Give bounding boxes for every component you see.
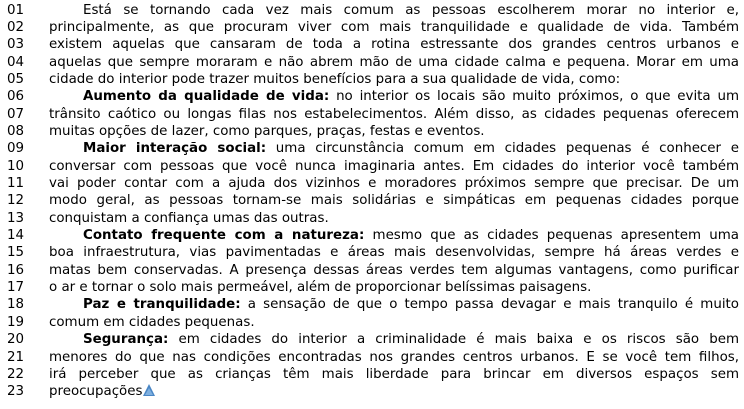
line-number: 10 [7, 158, 25, 174]
section-heading: Segurança: [83, 332, 169, 348]
line-text [49, 210, 739, 227]
text-line [0, 262, 744, 279]
text-line [0, 140, 744, 157]
line-number: 15 [7, 245, 25, 261]
line-body: no interior os locais são muito próximos, o que evita um [329, 89, 739, 105]
line-text [49, 158, 739, 175]
line-body: mesmo que as cidades pequenas apresentem uma [364, 228, 739, 244]
text-line [0, 175, 744, 192]
line-body: em cidades do interior a criminalidade é mais baixa e os riscos são bem [168, 332, 739, 348]
line-number: 22 [7, 366, 25, 382]
line-body: Está se tornando cada vez mais comum as pessoas escolherem morar no interior e, [83, 2, 739, 18]
text-line [0, 227, 744, 244]
line-body: muitas opções de lazer, como parques, praças, festas e eventos. [49, 123, 485, 139]
text-line [0, 331, 744, 348]
section-heading: Contato frequente com a natureza: [83, 228, 365, 244]
line-text [49, 19, 739, 36]
line-body: modo geral, as pessoas tornam-se mais solidárias e simpáticas em pequenas cidades porque [49, 193, 739, 209]
line-body: irá perceber que as crianças têm mais liberdade para brincar em diversos espaços sem [49, 366, 739, 382]
text-line [0, 349, 744, 366]
text-line [0, 123, 744, 140]
line-text [83, 296, 739, 313]
text-line [0, 158, 744, 175]
line-body: cidade do interior pode trazer muitos benefícios para a sua qualidade de vida, como: [49, 71, 621, 87]
line-body: conquistam a confiança umas das outras. [49, 210, 329, 226]
line-number: 06 [7, 89, 25, 105]
line-body: matas bem conservadas. A presença dessas áreas verdes tem algumas vantagens, como purificar [49, 262, 739, 278]
line-text [49, 349, 739, 366]
line-number: 11 [7, 176, 25, 191]
line-number: 20 [7, 332, 25, 348]
triangle-cursor-icon [143, 384, 155, 396]
text-line [0, 192, 744, 209]
line-text [49, 314, 739, 331]
line-number: 08 [7, 123, 25, 139]
line-text [49, 175, 739, 192]
line-number: 19 [7, 314, 25, 330]
section-heading: Paz e tranquilidade: [83, 297, 241, 313]
text-line [0, 54, 744, 71]
line-body: a sensação de que o tempo passa devagar e mais tranquilo é muito [240, 297, 739, 313]
line-body: principalmente, as que procuram viver com mais tranquilidade e qualidade de vida. Também [49, 19, 739, 35]
line-number: 14 [7, 228, 25, 244]
line-body: menores do que nas condições encontradas nos grandes centros urbanos. E se você tem filhos, [49, 349, 739, 365]
line-text [49, 192, 739, 209]
line-body: comum em cidades pequenas. [49, 314, 255, 330]
line-number: 03 [7, 37, 25, 53]
line-body: trânsito caótico ou longas filas nos estabelecimentos. Além disso, as cidades pequenas oferecem [49, 106, 739, 122]
text-line [0, 383, 744, 400]
line-text [49, 383, 739, 400]
line-number: 04 [7, 54, 25, 70]
line-body: boa infraestrutura, vias pavimentadas e áreas mais desenvolvidas, sempre há áreas verdes e [49, 245, 739, 261]
line-number: 07 [7, 106, 25, 122]
line-number: 01 [7, 2, 25, 18]
line-body: vai poder contar com a ajuda dos vizinhos e moradores próximos sempre que precisar. De um [49, 176, 739, 191]
line-text [83, 331, 739, 348]
line-text [49, 123, 739, 140]
line-number: 09 [7, 141, 25, 157]
line-text [49, 279, 739, 296]
text-line [0, 366, 744, 383]
line-number: 23 [7, 384, 25, 400]
line-text [83, 227, 739, 244]
section-heading: Aumento da qualidade de vida: [83, 89, 330, 105]
line-number: 12 [7, 193, 25, 209]
section-heading: Maior interação social: [83, 141, 267, 157]
line-text [49, 71, 739, 88]
text-line [0, 296, 744, 313]
text-line [0, 279, 744, 296]
line-text [49, 36, 739, 53]
line-body: conversar com pessoas que você nunca imaginaria antes. Em cidades do interior você também [49, 158, 739, 174]
text-line [0, 210, 744, 227]
text-line [0, 71, 744, 88]
line-text [49, 54, 739, 71]
text-line [0, 106, 744, 123]
line-number: 02 [7, 19, 25, 35]
text-line [0, 19, 744, 36]
line-text [83, 2, 739, 19]
text-line [0, 88, 744, 105]
line-body: o ar e tornar o solo mais permeável, além de proporcionar belíssimas paisagens. [49, 280, 592, 296]
line-text [83, 140, 739, 157]
text-line [0, 314, 744, 331]
line-text [49, 262, 739, 279]
line-number: 17 [7, 280, 25, 296]
line-number: 05 [7, 71, 25, 87]
line-body: uma circunstância comum em cidades pequenas é conhecer e [266, 141, 739, 157]
line-text [49, 244, 739, 261]
line-number: 21 [7, 349, 25, 365]
text-line [0, 2, 744, 19]
line-number: 18 [7, 297, 25, 313]
line-text [49, 106, 739, 123]
line-text [49, 366, 739, 383]
text-line [0, 244, 744, 261]
text-line [0, 36, 744, 53]
line-number: 13 [7, 210, 25, 226]
line-body: existem aquelas que cansaram de toda a rotina estressante dos grandes centros urbanos e [49, 37, 739, 53]
line-number: 16 [7, 262, 25, 278]
line-body: preocupações [49, 384, 143, 400]
line-text [83, 88, 739, 105]
line-body: aquelas que sempre moraram e não abrem mão de uma cidade calma e pequena. Morar em uma [49, 54, 739, 70]
